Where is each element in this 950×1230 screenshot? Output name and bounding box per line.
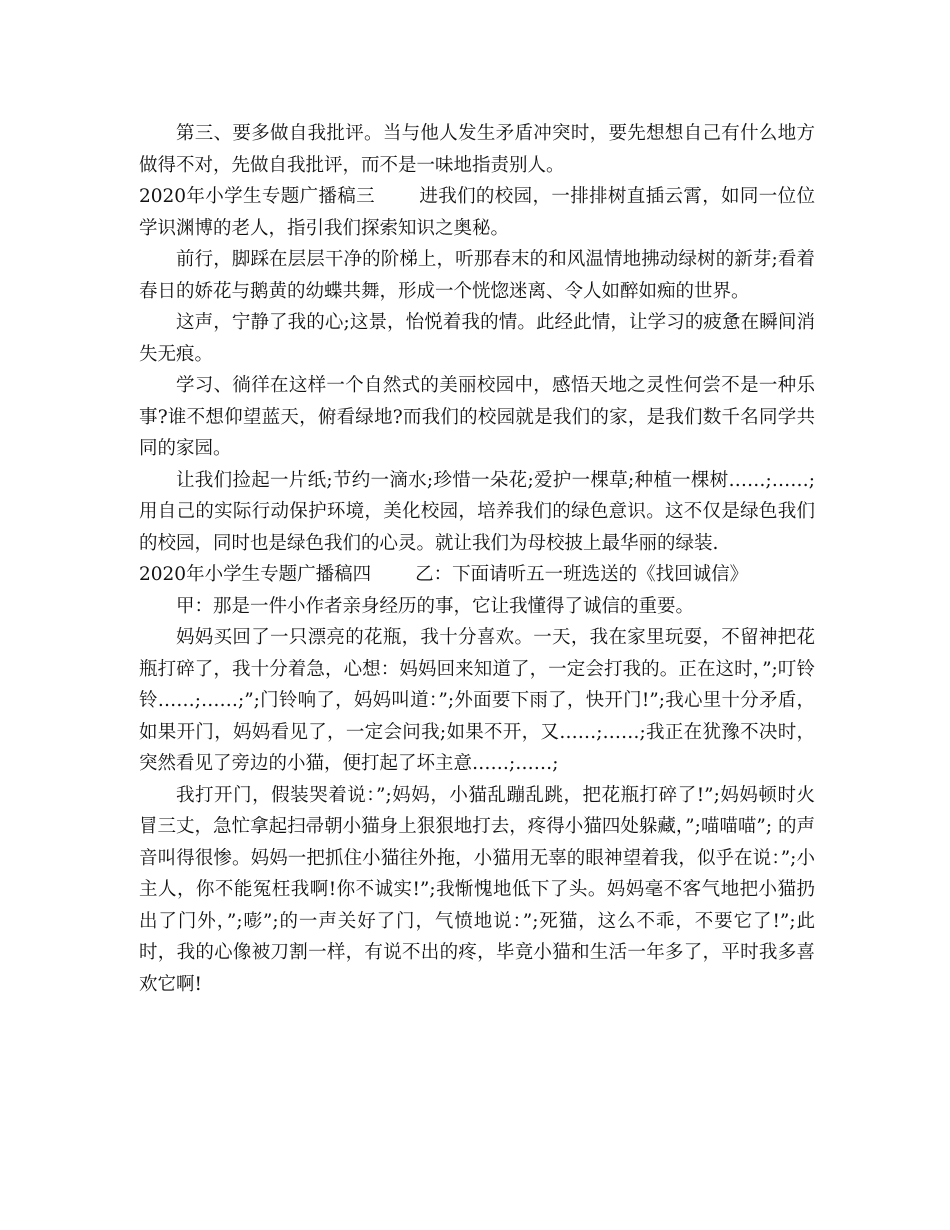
paragraph: 第三、要多做自我批评。当与他人发生矛盾冲突时，要先想想自己有什么地方做得不对，先做自我批评，而不是一味地指责别人。	[139, 123, 815, 176]
paragraph: 前行，脚踩在层层干净的阶梯上，听那春末的和风温情地拂动绿树的新芽;看着春日的娇花与鹅黄的幼蝶共舞，形成一个恍惚迷离、令人如醉如痴的世界。	[139, 249, 815, 302]
paragraph: 这声，宁静了我的心;这景，怡悦着我的情。此经此情，让学习的疲惫在瞬间消失无痕。	[139, 312, 815, 365]
section-heading-line	[139, 559, 815, 591]
paragraph: 甲：那是一件小作者亲身经历的事，它让我懂得了诚信的重要。	[176, 595, 695, 617]
section-title: 2020年小学生专题广播稿三	[139, 186, 375, 207]
paragraph: 我打开门，假装哭着说：”;妈妈，小猫乱蹦乱跳，把花瓶打碎了!”;妈妈顿时火冒三丈，急忙拿起扫帚朝小猫身上狠狠地打去，疼得小猫四处躲藏，”;喵喵喵”; 的声音叫得很惨。妈妈一把抓住小猫往外拖，小猫用无辜的眼神望着我，似乎在说：”;小主人，你不能冤枉我啊!你不诚实!”;我惭愧地低下了头。妈妈毫不客气地把小猫扔出了门外，”;嘭”;的一声关好了门，气愤地说：”;死猫，这么不乖，不要它了!”;此时，我的心像被刀割一样，有说不出的疼，毕竟小猫和生活一年多了，平时我多喜欢它啊!	[139, 784, 815, 995]
paragraph: 妈妈买回了一只漂亮的花瓶，我十分喜欢。一天，我在家里玩耍，不留神把花瓶打碎了，我十分着急，心想：妈妈回来知道了，一定会打我的。正在这时，”;叮铃铃……;……;”;门铃响了，妈妈叫道：”;外面要下雨了，快开门!”;我心里十分矛盾，如果开门，妈妈看见了，一定会问我;如果不开，又……;……;我正在犹豫不决时，突然看见了旁边的小猫，便打起了坏主意……;……;	[139, 627, 815, 774]
paragraph: 学习、徜徉在这样一个自然式的美丽校园中，感悟天地之灵性何尝不是一种乐事?谁不想仰望蓝天，俯看绿地?而我们的校园就是我们的家，是我们数千名同学共同的家园。	[139, 375, 815, 459]
section-title: 2020年小学生专题广播稿四	[139, 564, 372, 585]
paragraph-inline: 进我们的校园，一排排树直插云霄，如同一位位学识渊博的老人，指引我们探索知识之奥秘。	[139, 186, 815, 239]
section-heading-line	[139, 181, 815, 244]
paragraph-inline: 乙：下面请听五一班选送的《找回诚信》	[415, 564, 749, 585]
document-body	[139, 118, 815, 1000]
paragraph: 让我们捡起一片纸;节约一滴水;珍惜一朵花;爱护一棵草;种植一棵树……;……;用自己的实际行动保护环境，美化校园，培养我们的绿色意识。这不仅是绿色我们的校园，同时也是绿色我们的心灵。就让我们为母校披上最华丽的绿装.	[139, 469, 815, 554]
